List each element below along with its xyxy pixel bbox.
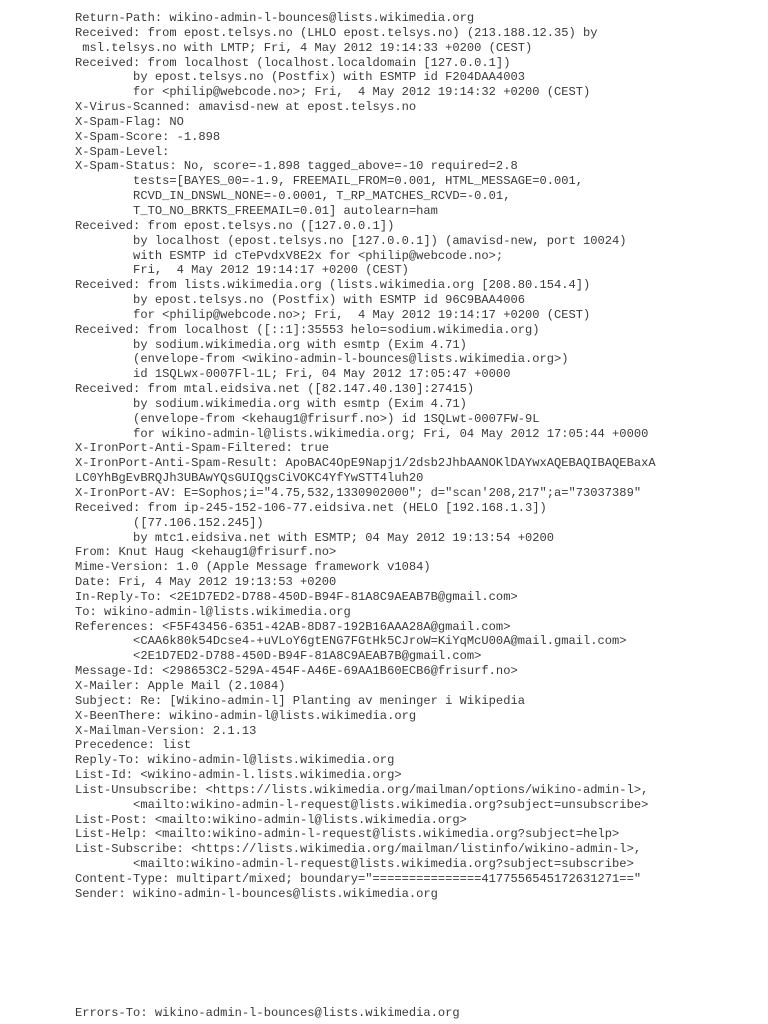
header-line: From: Knut Haug <kehaug1@frisurf.no> xyxy=(75,545,337,560)
header-line: Received: from mtal.eidsiva.net ([82.147.40.130]:27415) xyxy=(75,382,475,397)
header-line: Sender: wikino-admin-l-bounces@lists.wikimedia.org xyxy=(75,886,438,901)
header-line: List-Unsubscribe: <https://lists.wikimedia.org/mailman/options/wikino-admin-l>, xyxy=(75,782,649,797)
header-line: Received: from lists.wikimedia.org (lists.wikimedia.org [208.80.154.4]) xyxy=(75,278,591,293)
header-line: Fri, 4 May 2012 19:14:17 +0200 (CEST) xyxy=(75,263,409,278)
header-line: X-Spam-Status: No, score=-1.898 tagged_above=-10 required=2.8 xyxy=(75,159,518,174)
header-line: Received: from ip-245-152-106-77.eidsiva.net (HELO [192.168.1.3]) xyxy=(75,500,547,515)
header-line: by sodium.wikimedia.org with esmtp (Exim 4.71) xyxy=(75,337,467,352)
header-line: for <philip@webcode.no>; Fri, 4 May 2012 19:14:32 +0200 (CEST) xyxy=(75,85,591,100)
header-line: by localhost (epost.telsys.no [127.0.0.1]) (amavisd-new, port 10024) xyxy=(75,233,627,248)
header-line: Received: from localhost (localhost.localdomain [127.0.0.1]) xyxy=(75,55,511,70)
header-line: msl.telsys.no with LMTP; Fri, 4 May 2012 19:14:33 +0200 (CEST) xyxy=(75,40,533,55)
header-line: Date: Fri, 4 May 2012 19:13:53 +0200 xyxy=(75,575,337,590)
header-line: Message-Id: <298653C2-529A-454F-A46E-69AA1B60ECB6@frisurf.no> xyxy=(75,664,518,679)
header-line: X-Mailman-Version: 2.1.13 xyxy=(75,723,257,738)
header-line: X-Virus-Scanned: amavisd-new at epost.telsys.no xyxy=(75,100,417,115)
header-line: T_TO_NO_BRKTS_FREEMAIL=0.01] autolearn=ham xyxy=(75,203,438,218)
header-line: (envelope-from <wikino-admin-l-bounces@lists.wikimedia.org>) xyxy=(75,352,569,367)
header-line: X-IronPort-Anti-Spam-Filtered: true xyxy=(75,441,330,456)
header-line: List-Post: <mailto:wikino-admin-l@lists.wikimedia.org> xyxy=(75,812,467,827)
header-line: References: <F5F43456-6351-42AB-8D87-192B16AAA28A@gmail.com> xyxy=(75,619,511,634)
header-line: List-Id: <wikino-admin-l.lists.wikimedia.org> xyxy=(75,768,402,783)
header-line: Received: from localhost ([::1]:35553 helo=sodium.wikimedia.org) xyxy=(75,322,540,337)
header-line: X-Mailer: Apple Mail (2.1084) xyxy=(75,678,286,693)
header-line: Reply-To: wikino-admin-l@lists.wikimedia.org xyxy=(75,753,395,768)
header-line: (envelope-from <kehaug1@frisurf.no>) id 1SQLwt-0007FW-9L xyxy=(75,411,540,426)
header-line: id 1SQLwx-0007Fl-1L; Fri, 04 May 2012 17:05:47 +0000 xyxy=(75,367,511,382)
header-line: In-Reply-To: <2E1D7ED2-D788-450D-B94F-81A8C9AEAB7B@gmail.com> xyxy=(75,589,518,604)
header-line: X-Spam-Flag: NO xyxy=(75,114,184,129)
header-line: Return-Path: wikino-admin-l-bounces@lists.wikimedia.org xyxy=(75,11,475,25)
header-line: List-Subscribe: <https://lists.wikimedia.org/mailman/listinfo/wikino-admin-l>, xyxy=(75,842,642,857)
header-line: <2E1D7ED2-D788-450D-B94F-81A8C9AEAB7B@gmail.com> xyxy=(75,649,482,664)
header-line: X-IronPort-Anti-Spam-Result: ApoBAC4OpE9Napj1/2dsb2JhbAANOKlDAYwxAQEBAQIBAQEBaxA xyxy=(75,456,656,471)
header-line: <mailto:wikino-admin-l-request@lists.wikimedia.org?subject=unsubscribe> xyxy=(75,797,649,812)
errors-to-header: Errors-To: wikino-admin-l-bounces@lists.wikimedia.org xyxy=(75,1006,460,1020)
header-line: ([77.106.152.245]) xyxy=(75,515,264,530)
header-line: X-Spam-Level: xyxy=(75,144,170,159)
header-line: X-BeenThere: wikino-admin-l@lists.wikimedia.org xyxy=(75,708,417,723)
header-line: Content-Type: multipart/mixed; boundary="===============4177556545172631271==" xyxy=(75,871,642,886)
header-line: by epost.telsys.no (Postfix) with ESMTP id F204DAA4003 xyxy=(75,70,525,85)
header-line: tests=[BAYES_00=-1.9, FREEMAIL_FROM=0.001, HTML_MESSAGE=0.001, xyxy=(75,174,584,189)
header-line: RCVD_IN_DNSWL_NONE=-0.0001, T_RP_MATCHES_RCVD=-0.01, xyxy=(75,189,511,204)
header-line: X-IronPort-AV: E=Sophos;i="4.75,532,1330902000"; d="scan'208,217";a="73037389" xyxy=(75,486,642,500)
header-line: LC0YhBgEvBRQJh3UBAwYQsGUIQgsCiVOKC4YfYwSTT4luh20 xyxy=(75,471,424,486)
header-line: for <philip@webcode.no>; Fri, 4 May 2012 19:14:17 +0200 (CEST) xyxy=(75,307,591,322)
header-line: X-Spam-Score: -1.898 xyxy=(75,129,221,144)
header-line: for wikino-admin-l@lists.wikimedia.org; Fri, 04 May 2012 17:05:44 +0000 xyxy=(75,426,649,441)
header-line: Mime-Version: 1.0 (Apple Message framework v1084) xyxy=(75,560,431,575)
header-line: To: wikino-admin-l@lists.wikimedia.org xyxy=(75,604,351,619)
header-line: Subject: Re: [Wikino-admin-l] Planting av meninger i Wikipedia xyxy=(75,693,525,708)
header-line: by sodium.wikimedia.org with esmtp (Exim 4.71) xyxy=(75,396,467,411)
header-line: List-Help: <mailto:wikino-admin-l-request@lists.wikimedia.org?subject=help> xyxy=(75,827,620,842)
header-line: with ESMTP id cTePvdxV8E2x for <philip@webcode.no>; xyxy=(75,248,504,263)
header-line: <CAA6k80k54Dcse4-+uVLoY6gtENG7FGtHk5CJroW=KiYqMcU00A@mail.gmail.com> xyxy=(75,634,627,649)
header-line: by mtc1.eidsiva.net with ESMTP; 04 May 2012 19:13:54 +0200 xyxy=(75,530,554,545)
header-line: Received: from epost.telsys.no ([127.0.0.1]) xyxy=(75,218,395,233)
header-line: Precedence: list xyxy=(75,738,192,753)
header-line: Received: from epost.telsys.no (LHLO epost.telsys.no) (213.188.12.35) by xyxy=(75,25,598,40)
header-line: <mailto:wikino-admin-l-request@lists.wikimedia.org?subject=subscribe> xyxy=(75,857,634,872)
header-line: by epost.telsys.no (Postfix) with ESMTP id 96C9BAA4006 xyxy=(75,293,525,308)
email-headers xyxy=(75,11,656,902)
